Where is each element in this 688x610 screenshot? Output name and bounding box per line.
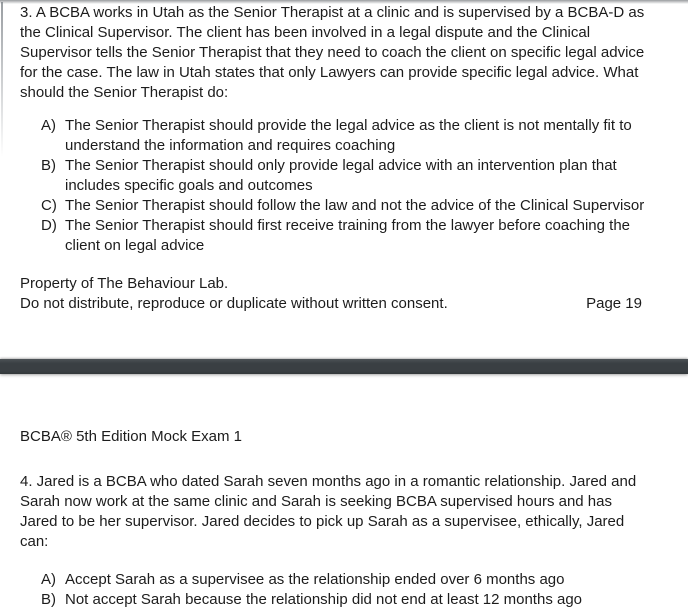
question-3-options xyxy=(20,116,650,256)
option-letter: A) xyxy=(41,117,56,134)
question-3-text: 3. A BCBA works in Utah as the Senior Therapist at a clinic and is supervised by a BCBA-D as the Clinical Supervisor. The client has been involved in a legal dispute and the Clinical Supervisor tells the Senior Therapist that they need to coach the client on specific legal advice for the case. The law in Utah states that only Lawyers can provide specific legal advice. What should the Senior Therapist do: xyxy=(20,4,645,101)
question-3-option-b xyxy=(20,156,650,196)
question-3-option-a xyxy=(20,116,650,156)
question-4-options xyxy=(20,570,650,610)
question-4-text: 4. Jared is a BCBA who dated Sarah seven months ago in a romantic relationship. Jared and Sarah now work at the same clinic and Sarah is seeking BCBA supervised hours and has Jared to be her supervisor. Jared decides to pick up Sarah as a supervisee, ethically, Jared can: xyxy=(20,473,637,550)
question-3-option-d xyxy=(20,216,650,256)
option-text: The Senior Therapist should provide the legal advice as the client is not mentally fit to understand the information and requires coaching xyxy=(65,117,632,154)
question-4-option-a xyxy=(20,570,650,590)
option-text: Not accept Sarah because the relationship did not end at least 12 months ago xyxy=(65,591,583,608)
option-text: The Senior Therapist should first receive training from the lawyer before coaching the client on legal advice xyxy=(65,217,631,254)
option-text: The Senior Therapist should follow the law and not the advice of the Clinical Supervisor xyxy=(65,197,645,214)
option-letter: D) xyxy=(41,217,57,234)
page-separator xyxy=(0,359,688,374)
option-text: The Senior Therapist should only provide legal advice with an intervention plan that includes specific goals and outcomes xyxy=(65,157,617,194)
footer-consent-line: Do not distribute, reproduce or duplicate without written consent. xyxy=(20,295,448,312)
footer-property-line: Property of The Behaviour Lab. xyxy=(20,275,229,292)
page-19-footer xyxy=(20,274,650,314)
page-number-label: Page 19 xyxy=(586,295,642,312)
question-4-option-b xyxy=(20,590,650,610)
page-20 xyxy=(0,374,688,610)
document-header: BCBA® 5th Edition Mock Exam 1 xyxy=(20,428,242,445)
option-text: Accept Sarah as a supervisee as the relationship ended over 6 months ago xyxy=(65,571,565,588)
option-letter: B) xyxy=(41,591,56,608)
footer-consent-row xyxy=(20,294,650,314)
option-letter: C) xyxy=(41,197,57,214)
question-3-option-c xyxy=(20,196,650,216)
option-letter: A) xyxy=(41,571,56,588)
option-letter: B) xyxy=(41,157,56,174)
